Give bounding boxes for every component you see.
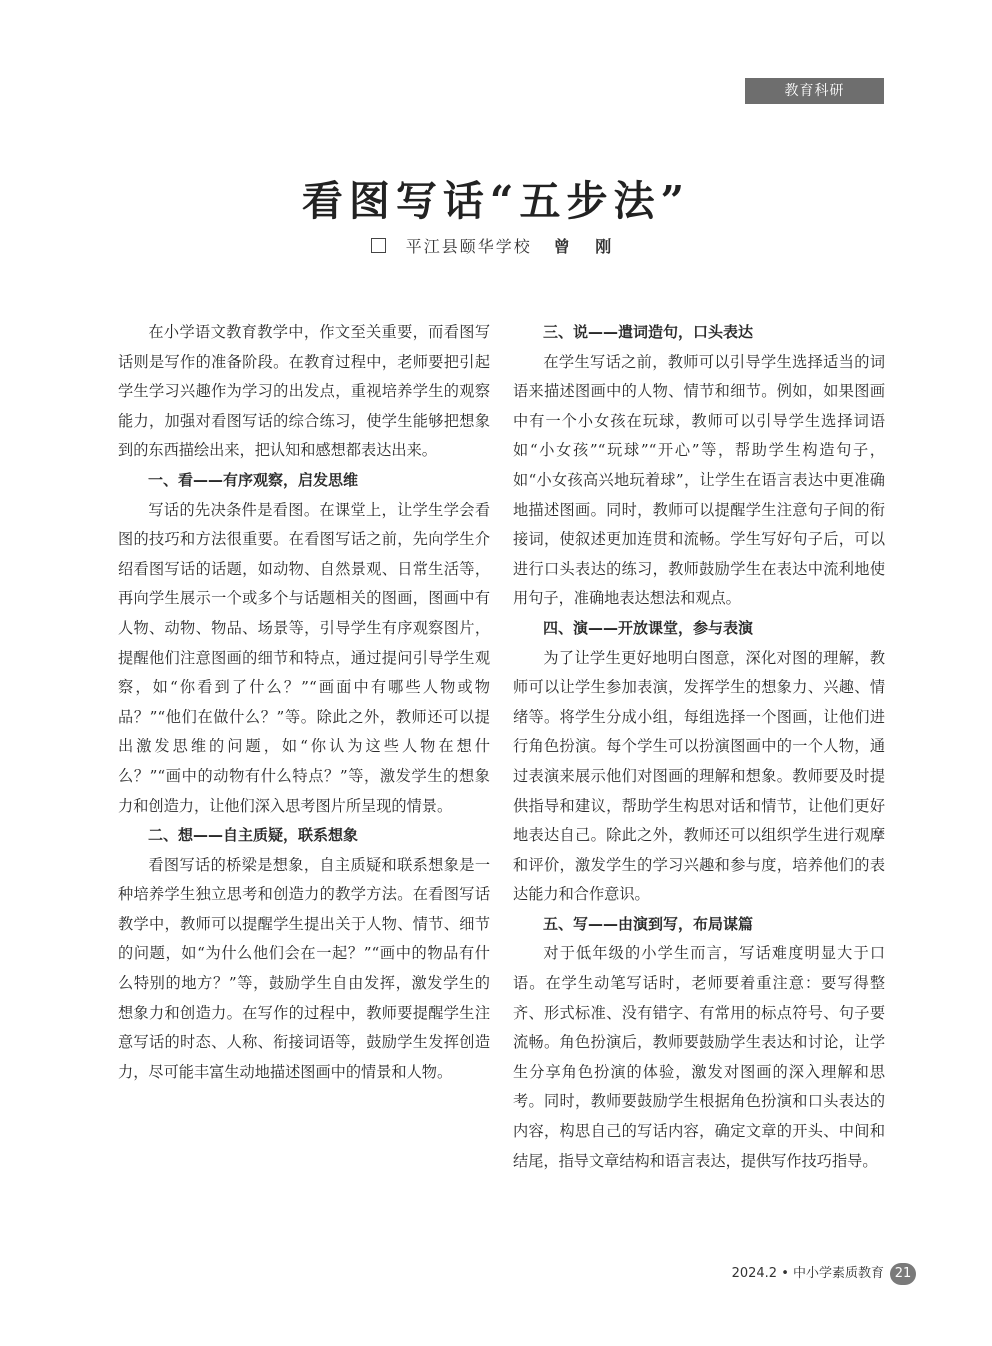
section-tag: 教育科研: [745, 78, 884, 104]
author-name: 曾 刚: [553, 237, 622, 256]
right-column: [513, 318, 885, 1176]
section-heading-4: 四、演——开放课堂，参与表演: [543, 618, 754, 637]
square-icon: [371, 238, 386, 253]
section-heading-2: 二、想——自主质疑，联系想象: [148, 826, 359, 845]
page-footer: [732, 1262, 916, 1286]
article-title: 看图写话“五步法”: [301, 177, 691, 225]
byline: [0, 234, 992, 257]
section-paragraph-3: 在学生写话之前，教师可以引导学生选择适当的词语来描述图画中的人物、情节和细节。例如，如果图画中有一个小女孩在玩球，教师可以引导学生选择词语如“小女孩”“玩球”“开心”等，帮助学生构造句子，如“小女孩高兴地玩着球”，让学生在语言表达中更准确地描述图画。同时，教师可以提醒学生注意句子间的衔接词，使叙述更加连贯和流畅。学生写好句子后，可以进行口头表达的练习，教师鼓励学生在表达中流利地使用句子，准确地表达想法和观点。: [513, 352, 885, 608]
section-heading-3: 三、说——遣词造句，口头表达: [543, 323, 754, 341]
left-column: [118, 318, 490, 1087]
section-paragraph-2: 看图写话的桥梁是想象，自主质疑和联系想象是一种培养学生独立思考和创造力的教学方法。在看图写话教学中，教师可以提醒学生提出关于人物、情节、细节的问题，如“为什么他们会在一起？”“画中的物品有什么特别的地方？”等，鼓励学生自由发挥，激发学生的想象力和创造力。在写作的过程中，教师要提醒学生注意写话的时态、人称、衔接词语等，鼓励学生发挥创造力，尽可能丰富生动地描述图画中的情景和人物。: [118, 855, 490, 1081]
section-paragraph-4: 为了让学生更好地明白图意，深化对图的理解，教师可以让学生参加表演，发挥学生的想象力、兴趣、情绪等。将学生分成小组，每组选择一个图画，让他们进行角色扮演。每个学生可以扮演图画中的一个人物，通过表演来展示他们对图画的理解和想象。教师要及时提供指导和建议，帮助学生构思对话和情节，让他们更好地表达自己。除此之外，教师还可以组织学生进行观摩和评价，激发学生的学习兴趣和参与度，培养他们的表达能力和合作意识。: [513, 648, 885, 904]
author-school: 平江县颐华学校: [405, 237, 532, 256]
section-paragraph-1: 写话的先决条件是看图。在课堂上，让学生学会看图的技巧和方法很重要。在看图写话之前，先向学生介绍看图写话的话题，如动物、自然景观、日常生活等，再向学生展示一个或多个与话题相关的图画，图画中有人物、动物、物品、场景等，引导学生有序观察图片，提醒他们注意图画的细节和特点，通过提问引导学生观察，如“你看到了什么？”“画面中有哪些人物或物品？”“他们在做什么？”等。除此之外，教师还可以提出激发思维的问题，如“你认为这些人物在想什么？”“画中的动物有什么特点？”等，激发学生的想象力和创造力，让他们深入思考图片所呈现的情景。: [118, 500, 490, 815]
section-paragraph-5: 对于低年级的小学生而言，写话难度明显大于口语。在学生动笔写话时，老师要着重注意：要写得整齐、形式标准、没有错字、有常用的标点符号、句子要流畅。角色扮演后，教师要鼓励学生表达和讨论，让学生分享角色扮演的体验，激发对图画的深入理解和思考。同时，教师要鼓励学生根据角色扮演和口头表达的内容，构思自己的写话内容，确定文章的开头、中间和结尾，指导文章结构和语言表达，提供写作技巧指导。: [513, 944, 885, 1170]
intro-paragraph: 在小学语文教育教学中，作文至关重要，而看图写话则是写作的准备阶段。在教育过程中，老师要把引起学生学习兴趣作为学习的出发点，重视培养学生的观察能力，加强对看图写话的综合练习，使学生能够把想象到的东西描绘出来，把认知和感想都表达出来。: [118, 323, 490, 460]
section-heading-5: 五、写——由演到写，布局谋篇: [543, 914, 754, 933]
section-heading-1: 一、看——有序观察，启发思维: [148, 470, 359, 489]
page-number: 21: [890, 1263, 916, 1285]
journal-issue: 2024.2 • 中小学素质教育: [731, 1266, 884, 1281]
